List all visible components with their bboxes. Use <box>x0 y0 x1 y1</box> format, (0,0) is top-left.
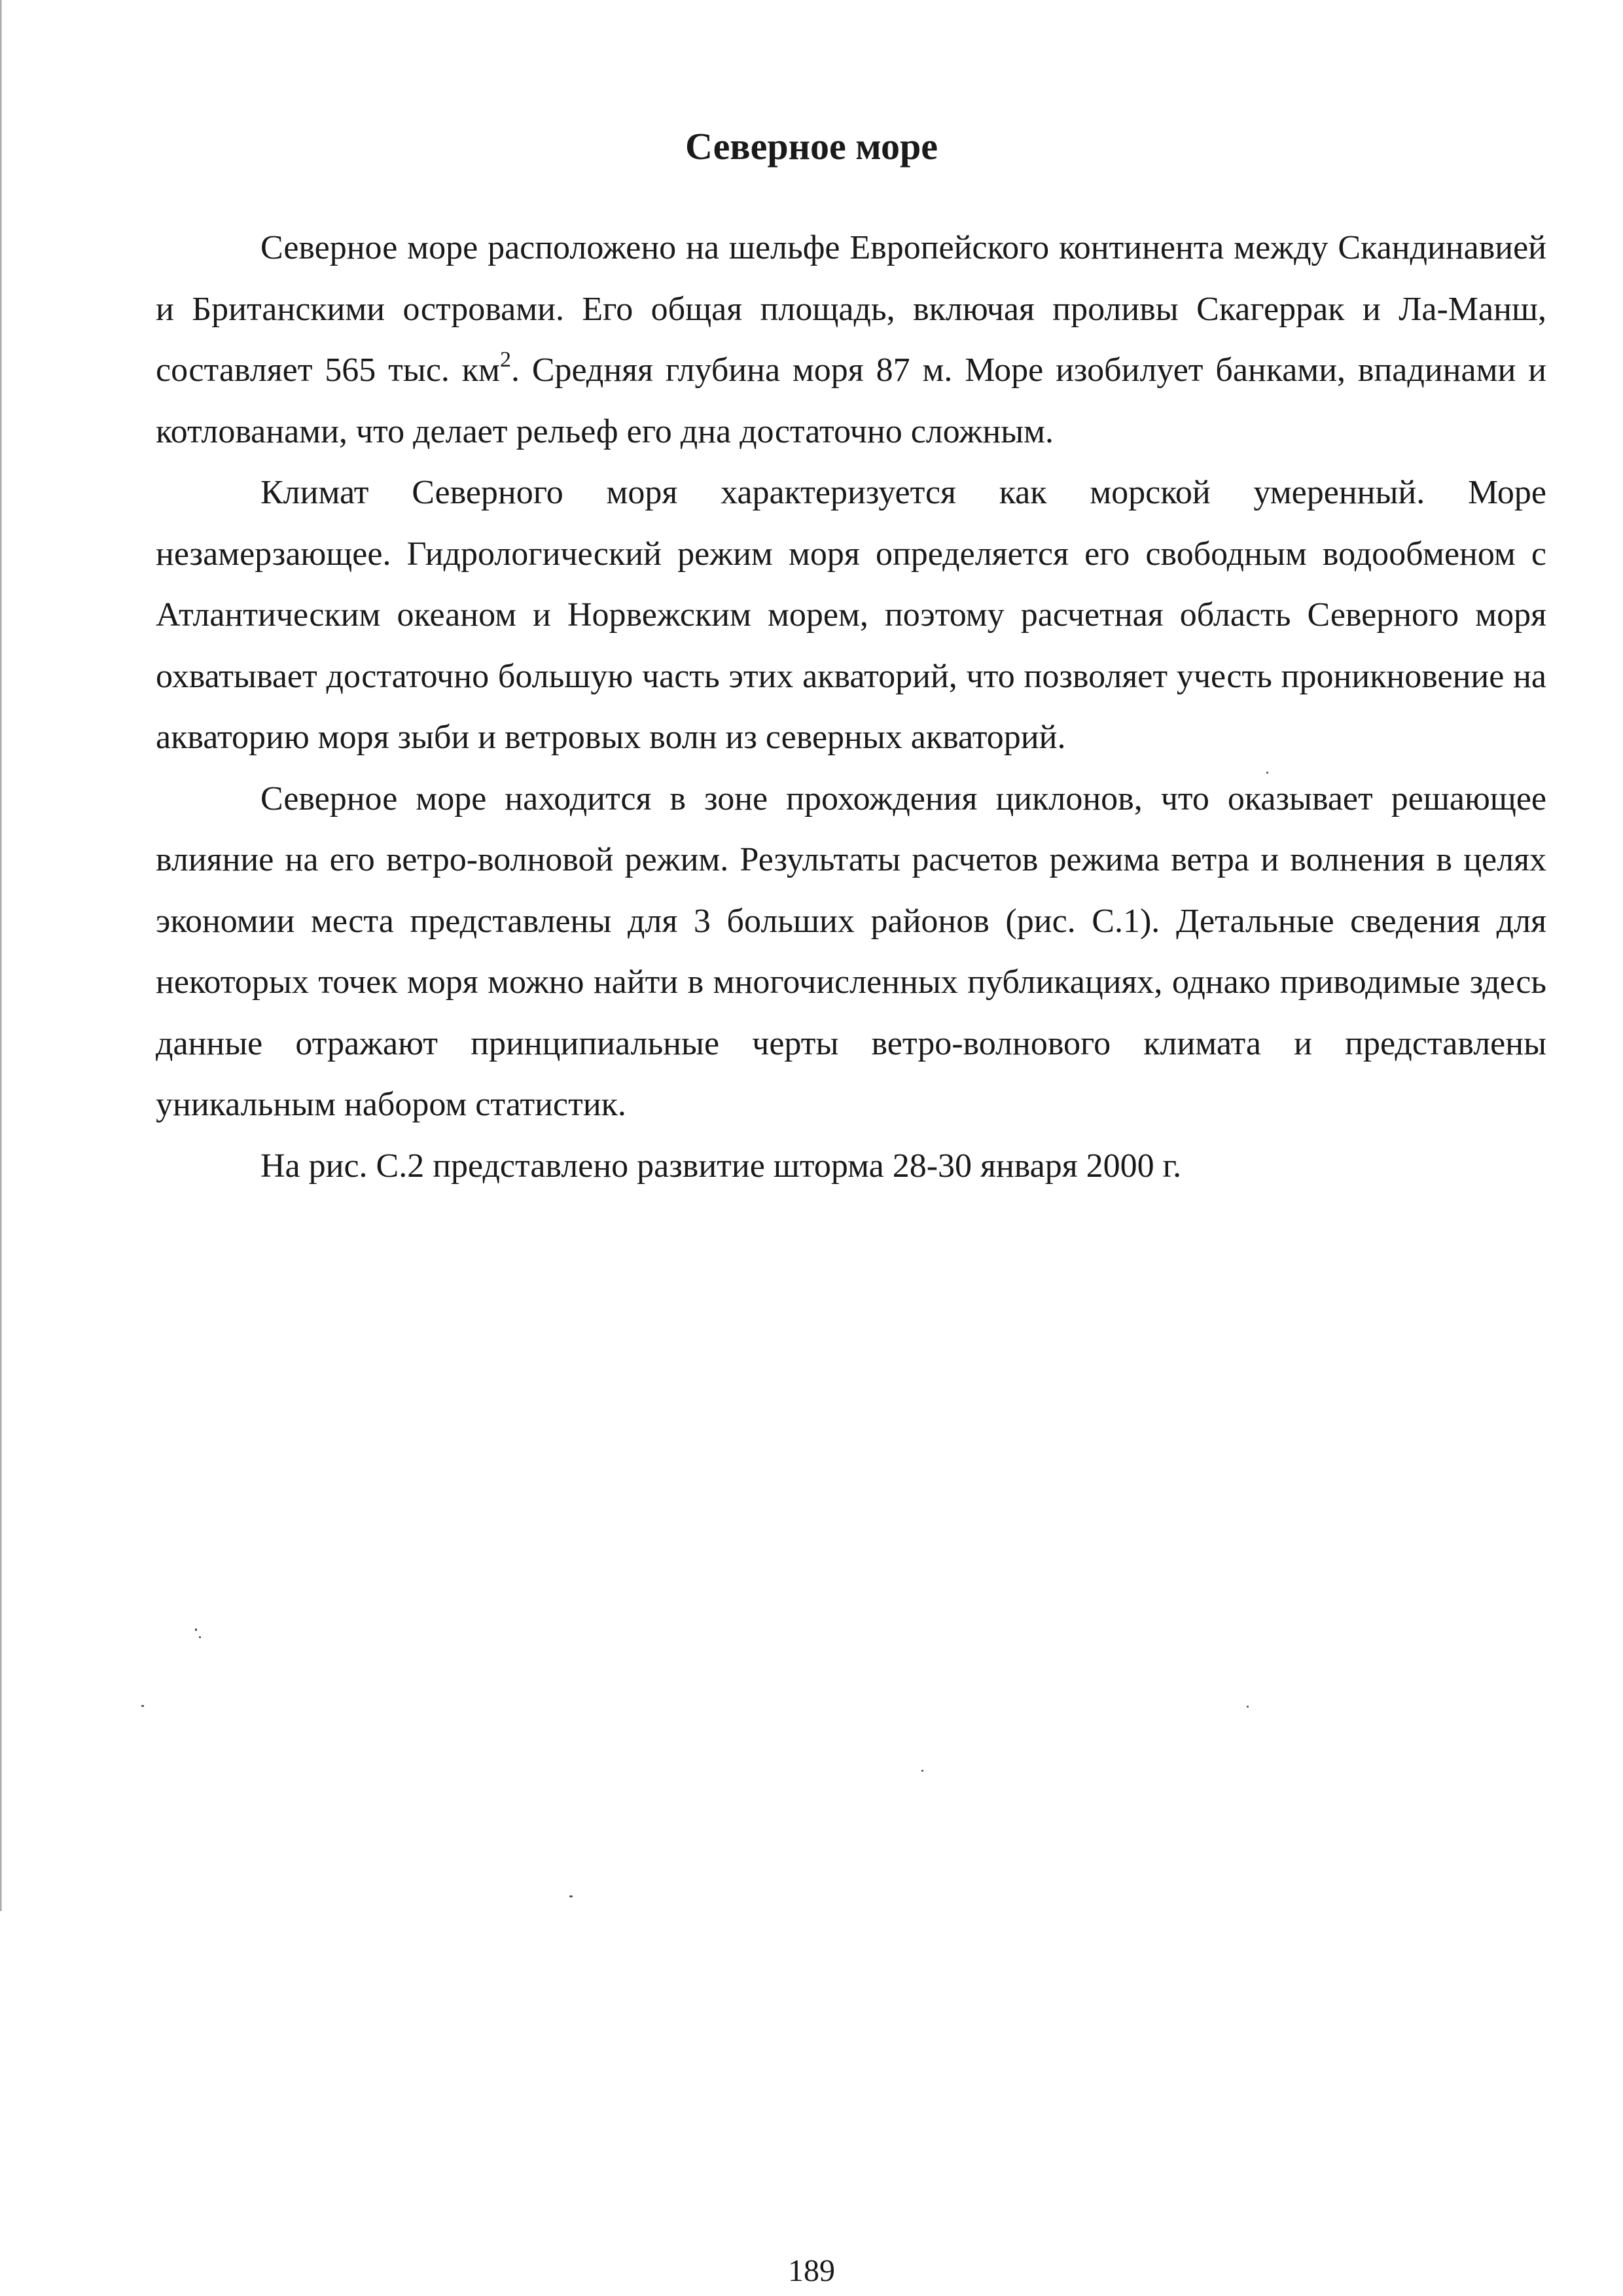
scan-speck <box>569 1895 573 1897</box>
paragraph-1-text: Северное море расположено на шельфе Европейского континента между Скандинавией и Британскими островами. Его общая площадь, включая проливы Скагеррак и Ла-Манш, составляет 565 тыс. км <box>156 229 1546 389</box>
scan-speck <box>921 1770 923 1772</box>
document-body <box>156 217 1546 1196</box>
scan-speck <box>1266 772 1268 774</box>
scan-speck <box>199 1636 201 1638</box>
page-number: 189 <box>788 2253 835 2288</box>
page-title: Северное море <box>685 125 938 168</box>
scan-speck <box>1247 1706 1249 1708</box>
scan-speck <box>141 1705 144 1707</box>
paragraph-1-text-continued: . Средняя глубина моря 87 м. Море изобилует банками, впадинами и котлованами, что делает рельеф его дна достаточно сложным. <box>156 351 1546 450</box>
scan-left-edge <box>0 0 2 1911</box>
paragraph-4: На рис. С.2 представлено развитие шторма 28-30 января 2000 г. <box>260 1147 1182 1185</box>
scan-speck <box>195 1628 197 1631</box>
paragraph-3: Северное море находится в зоне прохождения циклонов, что оказывает решающее влияние на его ветро-волновой режим. Результаты расчетов режима ветра и волнения в целях экономии места представлены для 3 больших районов (рис. С.1). Детальные сведения для некоторых точек моря можно найти в многочисленных публикациях, однако приводимые здесь данные отражают принципиальные черты ветро-волнового климата и представлены уникальным набором статистик. <box>156 780 1546 1123</box>
paragraph-1 <box>156 217 1546 462</box>
paragraph-2: Климат Северного моря характеризуется как морской умеренный. Море незамерзающее. Гидрологический режим моря определяется его свободным водообменом с Атлантическим океаном и Норвежским морем, поэтому расчетная область Северного моря охватывает достаточно большую часть этих акваторий, что позволяет учесть проникновение на акваторию моря зыби и ветровых волн из северных акваторий. <box>156 474 1546 756</box>
area-unit-superscript: 2 <box>499 347 511 372</box>
